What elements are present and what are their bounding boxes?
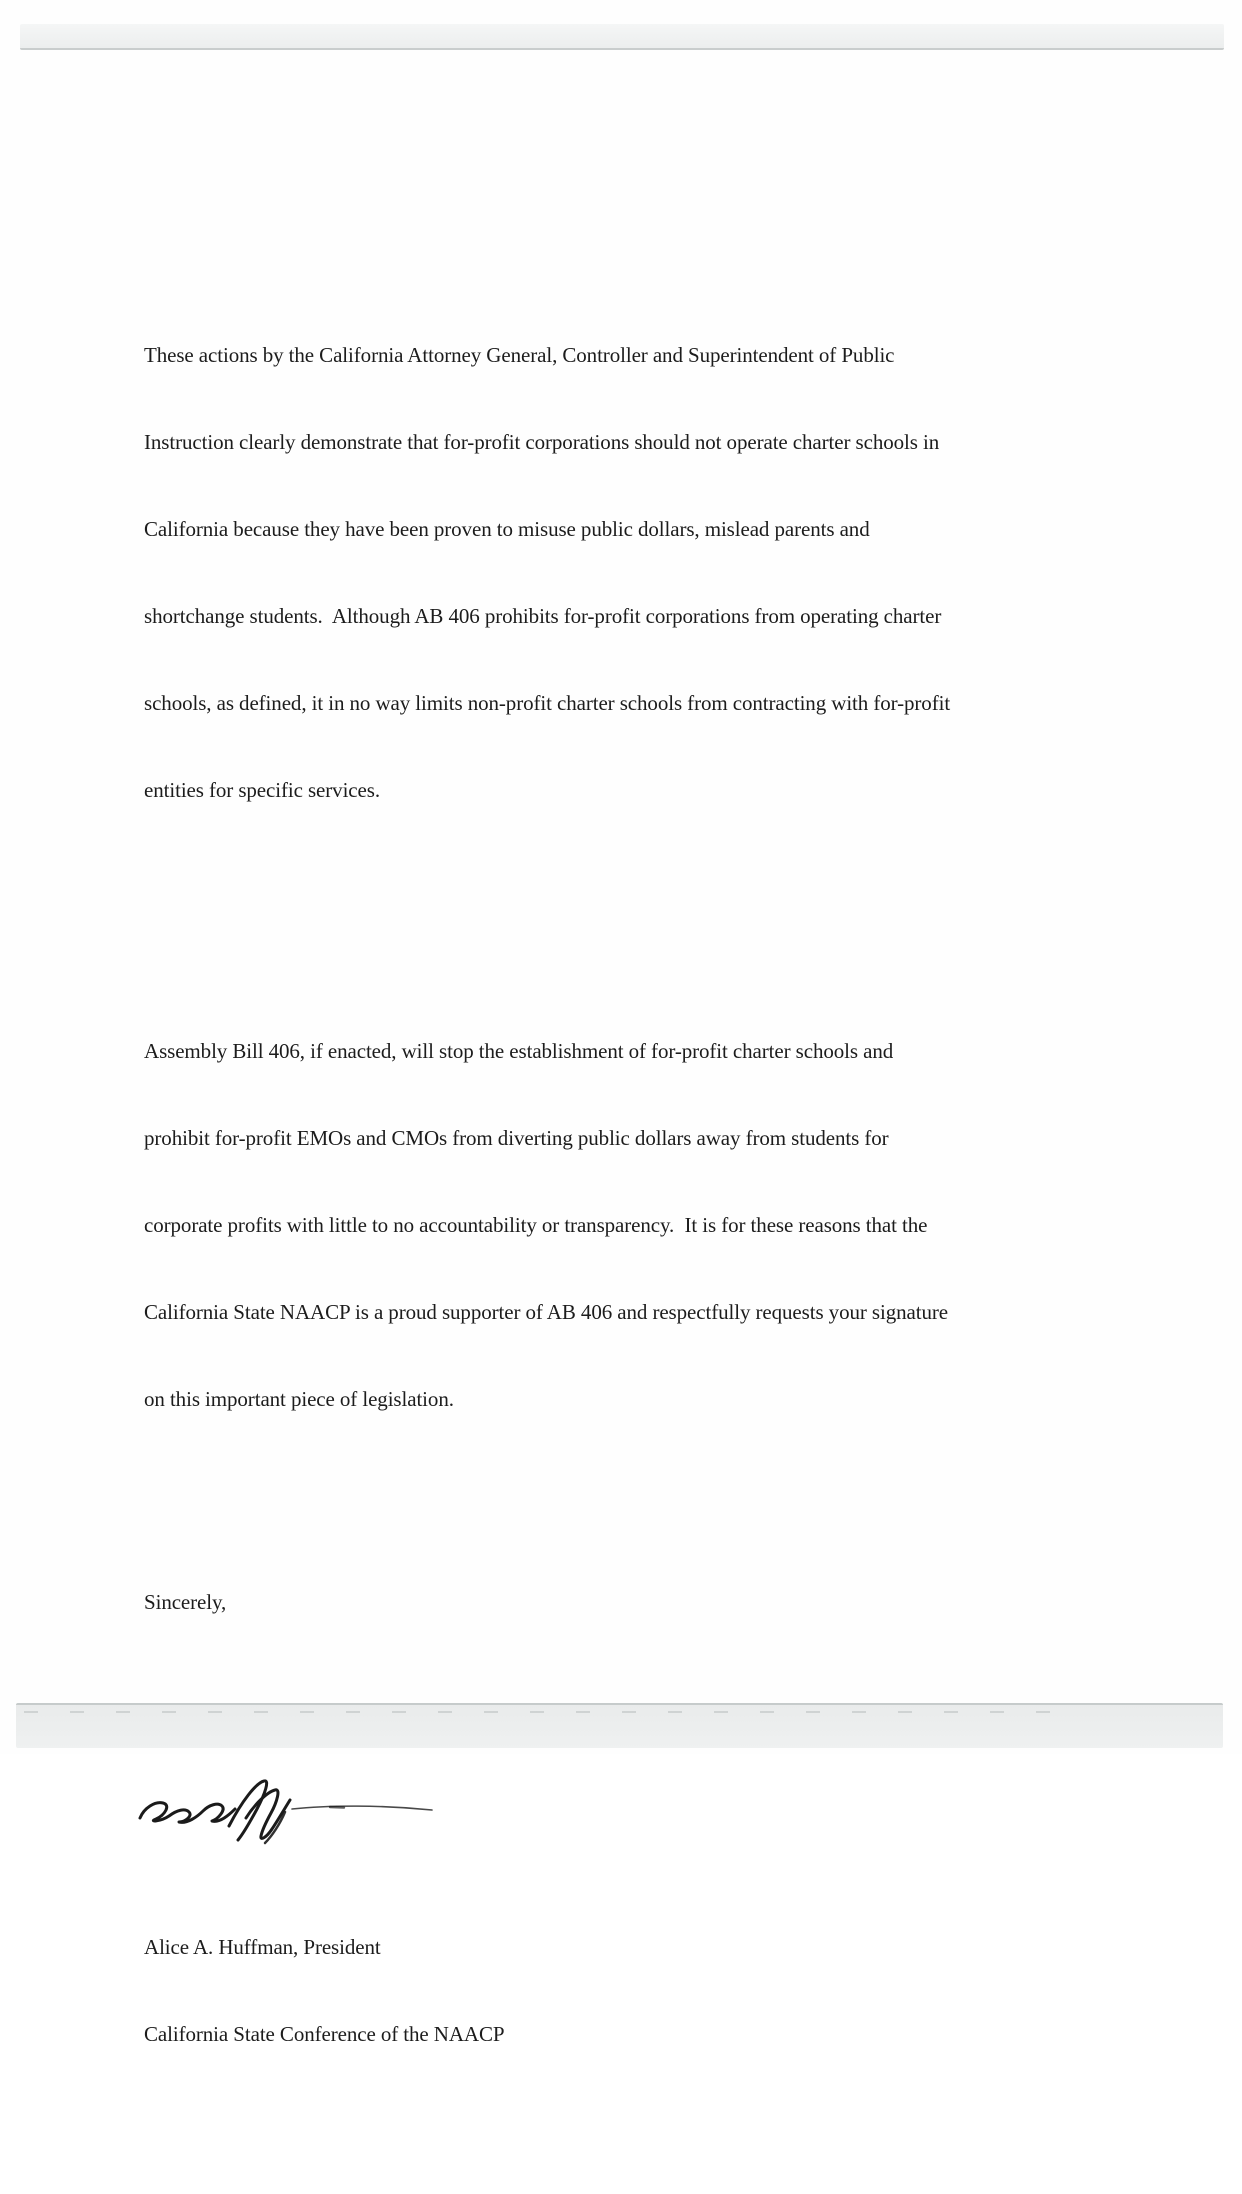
paragraph-line: California because they have been proven to misuse public dollars, mislead parents and xyxy=(144,517,870,541)
closing-salutation: Sincerely, xyxy=(144,1590,227,1614)
paragraph-line: California State NAACP is a proud supporter of AB 406 and respectfully requests your signature xyxy=(144,1300,949,1324)
body-paragraph-1 xyxy=(144,283,1029,863)
signature-block xyxy=(144,1875,1029,2107)
signatory-name: Alice A. Huffman, President xyxy=(144,1935,381,1959)
paragraph-line: These actions by the California Attorney General, Controller and Superintendent of Public xyxy=(144,343,895,367)
paragraph-line: Instruction clearly demonstrate that for-profit corporations should not operate charter schools in xyxy=(144,430,940,454)
paragraph-line: Assembly Bill 406, if enacted, will stop the establishment of for-profit charter schools and xyxy=(144,1039,894,1063)
signatory-organization: California State Conference of the NAACP xyxy=(144,2022,505,2046)
signature-image xyxy=(134,1774,444,1844)
letter-body xyxy=(144,196,1029,2194)
scan-artifact-bottom xyxy=(16,1703,1223,1748)
paragraph-line: prohibit for-profit EMOs and CMOs from diverting public dollars away from students for xyxy=(144,1126,889,1150)
paragraph-line: shortchange students. Although AB 406 prohibits for-profit corporations from operating charter xyxy=(144,604,942,628)
body-paragraph-2 xyxy=(144,979,1029,1472)
paragraph-line: schools, as defined, it in no way limits non-profit charter schools from contracting with for-profit xyxy=(144,691,951,715)
scan-artifact-top xyxy=(20,24,1224,50)
paragraph-line: on this important piece of legislation. xyxy=(144,1387,454,1411)
paragraph-line: corporate profits with little to no accountability or transparency. It is for these reasons that the xyxy=(144,1213,928,1237)
paragraph-line: entities for specific services. xyxy=(144,778,380,802)
